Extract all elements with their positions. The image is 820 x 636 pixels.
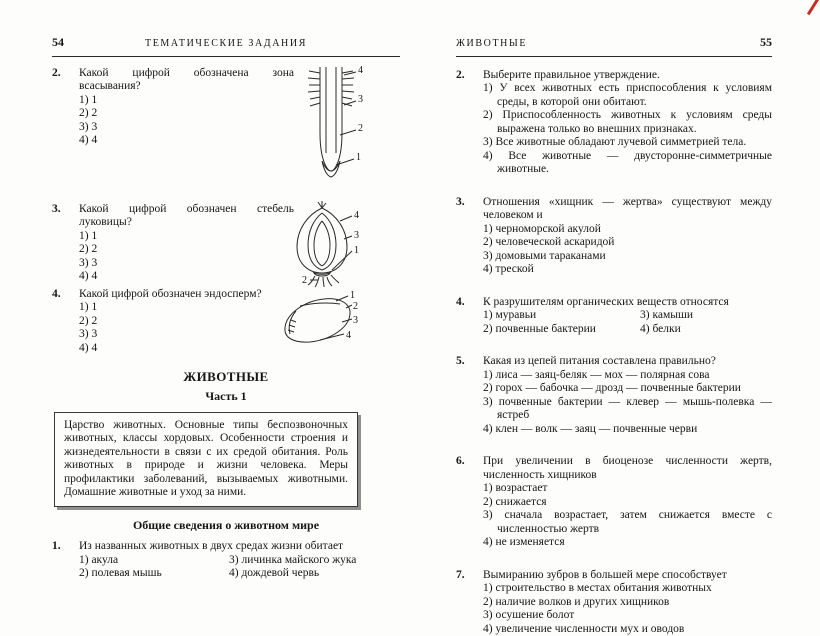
page-55-header — [456, 36, 772, 57]
question-number: 2. — [456, 68, 465, 81]
option: 2) полевая мышь — [79, 567, 162, 579]
option: 1) строительство в местах обитания животных — [483, 582, 712, 594]
figure-label: 3 — [358, 93, 363, 105]
option: 3) 3 — [79, 256, 98, 269]
option: 3) осушение болот — [483, 609, 575, 621]
subsection-title: Общие сведения о животном мире — [132, 517, 320, 532]
onion-bulb-drawing — [282, 201, 362, 289]
question-number: 4. — [52, 287, 61, 300]
figure-label: 1 — [354, 244, 359, 256]
option: 3) 3 — [79, 328, 98, 340]
question-number: 7. — [456, 568, 465, 581]
question-text: Какой цифрой обозначен стебель луковицы? — [79, 202, 294, 228]
seed-section-diagram — [280, 289, 364, 347]
option: 1) акула — [79, 553, 119, 566]
running-head-right: ЖИВОТНЫЕ — [456, 38, 528, 49]
question-text: Какой цифрой обозначена зона всасывания? — [79, 66, 294, 92]
question-number: 1. — [52, 540, 61, 552]
option: 4) белки — [640, 322, 681, 335]
figure-label: 2 — [358, 122, 363, 134]
option: 4) 4 — [79, 341, 98, 354]
option: 1) У всех животных есть приспособления к условиям среды, в которой они обитают. — [483, 82, 772, 108]
figure-label: 4 — [346, 329, 351, 341]
page-54-header — [52, 36, 400, 57]
page-number-right: 55 — [760, 35, 772, 49]
page-55 — [456, 36, 772, 636]
option: 4) 4 — [79, 134, 98, 146]
option: 4) не изменяется — [483, 536, 565, 548]
option: 3) домовыми тараканами — [483, 249, 606, 262]
figure-label: 1 — [356, 151, 361, 163]
question-text: Из названных животных в двух средах жизни обитает — [79, 540, 344, 552]
question-6-block — [456, 455, 772, 550]
answer-options-row — [79, 567, 400, 581]
option: 1) лиса — заяц-беляк — мох — полярная сова — [483, 368, 710, 381]
option: 2) 2 — [79, 243, 98, 255]
question-number: 6. — [456, 455, 465, 467]
option: 3) почвенные бактерии — клевер — мышь-полевка — ястреб — [483, 395, 772, 421]
question-text: Какой цифрой обозначен эндосперм? — [79, 287, 262, 300]
option: 2) человеческой аскаридой — [483, 236, 615, 248]
option: 4) треской — [483, 263, 534, 275]
question-number: 4. — [456, 295, 465, 308]
option: 4) 4 — [79, 270, 98, 282]
root-tip-drawing — [300, 65, 362, 183]
figure-label: 3 — [354, 229, 359, 241]
seed-drawing — [280, 289, 356, 347]
option: 4) Все животные — двусторонне-симметричные животные. — [483, 149, 772, 175]
option: 1) муравьи — [483, 309, 537, 321]
option: 2) снижается — [483, 495, 547, 508]
option: 1) 1 — [79, 93, 98, 106]
figure-label: 3 — [353, 314, 358, 326]
question-4-block — [52, 288, 400, 366]
option: 3) 3 — [79, 120, 98, 133]
option: 3) сначала возрастает, затем снижается вместе с численностью жертв — [483, 509, 772, 535]
root-tip-diagram — [300, 65, 370, 183]
question-2-block — [456, 69, 772, 177]
topic-summary-box: Царство животных. Основные типы беспозвоночных животных, классы хордовых. Особенности строения и жизнедеятельности в связи с их средой обитания. Роль животных в природе и жизни человека. Меры профилактики заболеваний, вызываемых животными. Домашние животные и уход за ними. — [54, 412, 358, 507]
question-text: Вымиранию зубров в большей мере способствует — [483, 568, 727, 581]
answer-options-row — [483, 309, 772, 323]
question-5-block — [456, 355, 772, 436]
question-text: К разрушителям органических веществ относятся — [483, 295, 729, 308]
figure-label: 4 — [354, 209, 359, 221]
option: 4) дождевой червь — [229, 567, 320, 579]
option: 1) 1 — [79, 229, 98, 242]
section-title: ЖИВОТНЫЕ — [183, 368, 269, 384]
page-54 — [52, 36, 400, 581]
question-text: Выберите правильное утверждение. — [483, 68, 660, 81]
question-number: 3. — [52, 202, 61, 215]
option: 2) 2 — [79, 314, 98, 327]
option: 1) черноморской акулой — [483, 222, 601, 235]
option: 3) личинка майского жука — [229, 553, 357, 566]
question-text: Отношения «хищник — жертва» существуют между человеком и — [483, 195, 772, 221]
figure-label: 2 — [302, 274, 307, 286]
option: 2) горох — бабочка — дрозд — почвенные бактерии — [483, 382, 741, 394]
option: 2) почвенные бактерии — [483, 322, 596, 335]
question-1-block — [52, 540, 400, 581]
onion-bulb-diagram — [282, 201, 368, 289]
question-number: 2. — [52, 66, 61, 79]
answer-options-row — [483, 323, 772, 337]
question-7-block — [456, 569, 772, 636]
option: 4) увеличение численности мух и оводов — [483, 622, 685, 635]
question-4-block — [456, 296, 772, 337]
figure-label: 4 — [358, 64, 363, 76]
part-title: Часть 1 — [205, 389, 247, 403]
question-number: 3. — [456, 195, 465, 208]
option: 1) 1 — [79, 301, 98, 313]
question-text: Какая из цепей питания составлена правильно? — [483, 355, 716, 367]
option: 2) 2 — [79, 107, 98, 119]
question-3-block — [52, 203, 400, 288]
question-text: При увеличении в биоценозе численности жертв, численность хищников — [483, 455, 772, 481]
option: 3) камыши — [640, 309, 693, 321]
question-3-block — [456, 196, 772, 277]
option: 4) клен — волк — заяц — почвенные черви — [483, 422, 698, 435]
figure-label: 2 — [353, 300, 358, 312]
figure-label: 1 — [350, 289, 355, 301]
answer-options-row — [79, 554, 400, 568]
option: 3) Все животные обладают лучевой симметрией тела. — [483, 136, 747, 148]
question-number: 5. — [456, 355, 465, 367]
option: 2) наличие волков и других хищников — [483, 595, 670, 608]
running-head-left: ТЕМАТИЧЕСКИЕ ЗАДАНИЯ — [145, 38, 307, 49]
page-number-left: 54 — [52, 35, 64, 49]
option: 2) Приспособленность животных к условиям среды выражена только во внешних признаках. — [483, 109, 772, 135]
question-2-block — [52, 64, 400, 203]
scan-corner-mark — [807, 0, 820, 15]
option: 1) возрастает — [483, 482, 548, 494]
